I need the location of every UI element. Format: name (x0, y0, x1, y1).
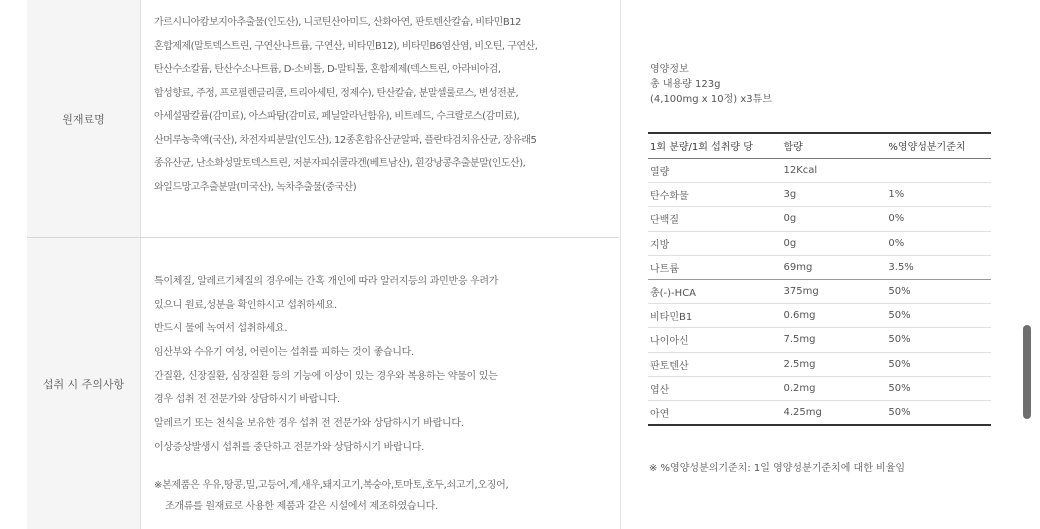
header-serving: 1회 분량/1회 섭취량 당 (648, 133, 784, 159)
nutrient-amount: 7.5mg (784, 328, 889, 352)
column-divider (620, 0, 621, 529)
nutrient-amount: 3g (784, 183, 889, 207)
nutrient-name: 지방 (648, 231, 784, 255)
ingredients-line: 와일드망고추출분말(미국산), 녹차추출물(중국산) (154, 181, 357, 193)
nutrition-title: 영양정보 (650, 64, 689, 75)
caution-line: 임산부와 수유기 여성, 어린이는 섭취를 피하는 것이 좋습니다. (154, 347, 414, 359)
ingredients-line: 산머루농축액(국산), 차전자피분말(인도산), 12종혼합유산균알파, 플란타검치유산균, 장유래5 (154, 134, 537, 146)
nutrient-name: 엽산 (648, 376, 784, 400)
nutrient-percent (888, 159, 991, 183)
ingredients-line: 가르시니아캄보지아추출물(인도산), 니코틴산아미드, 산화아연, 판토텐산칼슘, 비타민B12 (154, 17, 521, 28)
nutrient-name: 비타민B1 (648, 304, 784, 328)
nutrition-footnote: ※ %영양성분의기준치: 1일 영양성분기준치에 대한 비율임 (649, 463, 906, 474)
header-amount: 함량 (784, 133, 889, 159)
caution-text (154, 270, 624, 517)
nutrient-amount: 4.25mg (784, 400, 889, 425)
caution-header: 섭취 시 주의사항 (27, 238, 141, 529)
nutrient-percent: 50% (888, 304, 991, 328)
caution-line: 있으니 원료,성분을 확인하시고 섭취하세요. (154, 299, 337, 311)
nutrient-percent: 50% (888, 376, 991, 400)
nutrition-row (648, 328, 991, 352)
caution-line: 반드시 물에 녹여서 섭취하세요. (154, 323, 288, 335)
nutrition-row (648, 231, 991, 255)
ingredients-line: 아세설팜칼륨(감미료), 아스파탐(감미료, 페닐알라닌함유), 비트레드, 수크랄로스(감미료), (154, 111, 520, 122)
nutrient-percent: 0% (888, 207, 991, 231)
nutrition-row (648, 376, 991, 400)
nutrition-row (648, 352, 991, 376)
nutrient-percent: 3.5% (888, 255, 991, 279)
ingredients-line: 종유산균, 난소화성말토덱스트린, 저분자피쉬콜라겐(베트남산), 흰강낭콩추출분말(인도산), (154, 158, 526, 169)
nutrition-row (648, 255, 991, 279)
ingredients-line: 혼합제제(말토덱스트린, 구연산나트륨, 구연산, 비타민B12), 비타민B6염산염, 비오틴, 구연산, (154, 40, 538, 52)
total-content: 총 내용량 123g (650, 79, 721, 90)
nutrition-row (648, 183, 991, 207)
nutrition-panel (648, 0, 993, 529)
ingredients-text (154, 11, 624, 199)
nutrient-name: 나트륨 (648, 255, 784, 279)
nutrient-name: 단백질 (648, 207, 784, 231)
note-line: 조개류를 원재료로 사용한 제품과 같은 시설에서 제조하였습니다. (165, 500, 438, 512)
nutrient-name: 아연 (648, 400, 784, 425)
nutrient-name: 탄수화물 (648, 183, 784, 207)
allergen-note (154, 475, 624, 517)
caution-line: 알레르기 또는 천식을 보유한 경우 섭취 전 전문가와 상담하시기 바랍니다. (154, 418, 464, 430)
nutrient-percent: 50% (888, 400, 991, 425)
ingredients-header: 원재료명 (27, 0, 141, 238)
nutrient-name: 총(-)-HCA (648, 279, 784, 303)
nutrition-row (648, 304, 991, 328)
nutrient-percent: 0% (888, 231, 991, 255)
product-info-table (27, 0, 619, 529)
nutrition-row (648, 400, 991, 425)
caution-line: 간질환, 신장질환, 심장질환 등의 기능에 이상이 있는 경우와 복용하는 약물이 있는 (154, 370, 498, 382)
nutrition-table (648, 132, 991, 426)
nutrient-amount: 69mg (784, 255, 889, 279)
vertical-scrollbar[interactable] (1023, 325, 1031, 419)
nutrient-name: 열량 (648, 159, 784, 183)
nutrient-amount: 375mg (784, 279, 889, 303)
nutrient-percent: 50% (888, 352, 991, 376)
nutrient-amount: 2.5mg (784, 352, 889, 376)
nutrient-amount: 0g (784, 207, 889, 231)
nutrient-name: 나이아신 (648, 328, 784, 352)
ingredients-line: 합성향료, 주정, 프로필렌글리콜, 트리아세틴, 정제수), 탄산칼슘, 분말셀룰로스, 변성전분, (154, 87, 519, 99)
nutrient-percent: 50% (888, 279, 991, 303)
nutrient-amount: 0.6mg (784, 304, 889, 328)
nutrient-name: 판토텐산 (648, 352, 784, 376)
serving-detail: (4,100mg x 10정) x3튜브 (650, 94, 772, 105)
caution-line: 이상증상발생시 섭취를 중단하고 전문가와 상담하시기 바랍니다. (154, 441, 424, 453)
row-divider (140, 237, 619, 238)
nutrient-amount: 12Kcal (784, 159, 889, 183)
nutrition-row (648, 279, 991, 303)
header-percent: %영양성분기준치 (888, 133, 991, 159)
caution-line: 경우 섭취 전 전문가와 상담하시기 바랍니다. (154, 394, 340, 406)
nutrition-header-row (648, 133, 991, 159)
nutrient-percent: 50% (888, 328, 991, 352)
nutrition-info-header (650, 62, 772, 107)
nutrition-row (648, 207, 991, 231)
nutrient-amount: 0.2mg (784, 376, 889, 400)
nutrient-amount: 0g (784, 231, 889, 255)
nutrient-percent: 1% (888, 183, 991, 207)
ingredients-line: 탄산수소칼륨, 탄산수소나트륨, D-소비톨, D-말티톨, 혼합제제(덱스트린, 아라비아검, (154, 64, 501, 75)
note-line: ※본제품은 우유,땅콩,밀,고등어,게,새우,돼지고기,복숭아,토마토,호두,쇠고기,오징어, (154, 479, 509, 491)
caution-line: 특이체질, 알레르기체질의 경우에는 간혹 개인에 따라 알러지등의 과민반응 우려가 (154, 276, 499, 287)
nutrition-row (648, 159, 991, 183)
